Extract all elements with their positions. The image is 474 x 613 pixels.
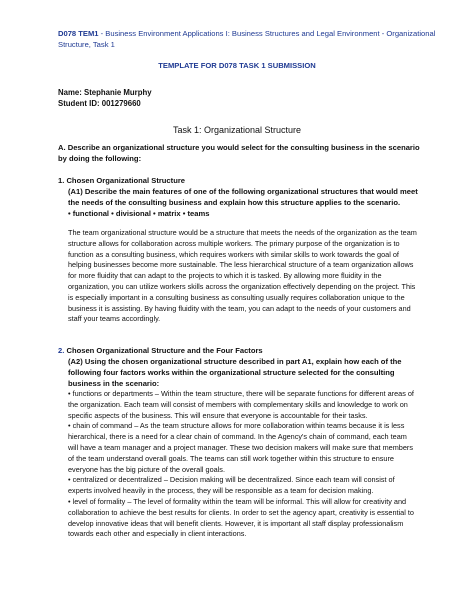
section2-prompt: (A2) Using the chosen organizational structure described in part A1, explain how each of the following four factors works within the organizational structure selected for the consulting business in the scenario: bbox=[68, 357, 402, 388]
bullet-chain-of-command: • chain of command – As the team structure allows for more collaboration within teams because it is less hierarchical, there is a need for a clear chain of command. In the Agency's chain of command, each team will have a team manager and a project manager. These two decision makers will make sure that members of the team understand overall goals. The teams can still work together within this structure to ensure everyone has the big picture of the overall goals. bbox=[68, 421, 414, 474]
question-a bbox=[58, 143, 428, 165]
section1-options: • functional • divisional • matrix • teams bbox=[68, 208, 210, 218]
course-header bbox=[58, 29, 438, 50]
section1-answer bbox=[68, 228, 418, 325]
course-title: - Business Environment Applications I: Business Structures and Legal Environment - Organizational Structure, Task 1 bbox=[58, 29, 436, 49]
template-title: TEMPLATE FOR D078 TASK 1 SUBMISSION bbox=[158, 61, 316, 70]
student-id: Student ID: 001279660 bbox=[58, 99, 141, 108]
student-name: Name: Stephanie Murphy bbox=[58, 88, 152, 97]
section2-heading: Chosen Organizational Structure and the Four Factors bbox=[64, 346, 263, 355]
question-a-text: Describe an organizational structure you would select for the consulting business in the scenario by doing the following: bbox=[58, 143, 420, 163]
bullet-functions: • functions or departments – Within the team structure, there will be separate functions for different areas of the organization. Each team will consist of members with complementary skills and knowledge to work on specific aspects of the business. This will ensure that everyone is accountable for their tasks. bbox=[68, 389, 414, 420]
bullet-centralization: • centralized or decentralized – Decision making will be decentralized. Since each team will consist of experts involved heavily in the process, they will be responsible as a team for decision making. bbox=[68, 475, 395, 496]
student-info bbox=[58, 87, 152, 109]
section1-prompt-block bbox=[68, 187, 418, 219]
section1-answer-text: The team organizational structure would be a structure that meets the needs of the organization as the team structure allows for collaboration across multiple workers. The primary purpose of the organization is to function as a consulting business, which requires workers with similar skills to work towards the goal of helping businesses become more sustainable. The less hierarchical structure of a team organization allows for more fluidity that can adapt to the projects to which it is tasked. By allowing more fluidity in the organization, you can utilize workers skills across the organization effectively depending on the project. This is especially important in a consulting business as consulting usually requires collaboration unique to the business it is assisting. By having fluidity with the team, you can adapt to the needs of your customers and staff your teams accordingly. bbox=[68, 228, 417, 324]
task-title: Task 1: Organizational Structure bbox=[172, 125, 302, 135]
question-a-letter: A. bbox=[58, 143, 66, 152]
section2-number: 2. bbox=[58, 346, 65, 355]
course-code: D078 TEM1 bbox=[58, 29, 99, 38]
bullet-formality: • level of formality – The level of formality within the team will be informal. This will allow for creativity and collaboration to achieve the best results for clients. In order to set the agency apart, creativity is essential to develop innovative ideas that will benefit clients. However, it is important all staff display professionalism towards each other and especially in client interactions. bbox=[68, 496, 414, 539]
section2-answers bbox=[68, 389, 418, 540]
section1-heading: 1. Chosen Organizational Structure bbox=[58, 176, 186, 185]
section2-heading-line bbox=[58, 346, 263, 355]
section1-prompt: (A1) Describe the main features of one of the following organizational structures that would meet the needs of the consulting business and explain how this structure applies to the scenario. bbox=[68, 187, 418, 207]
